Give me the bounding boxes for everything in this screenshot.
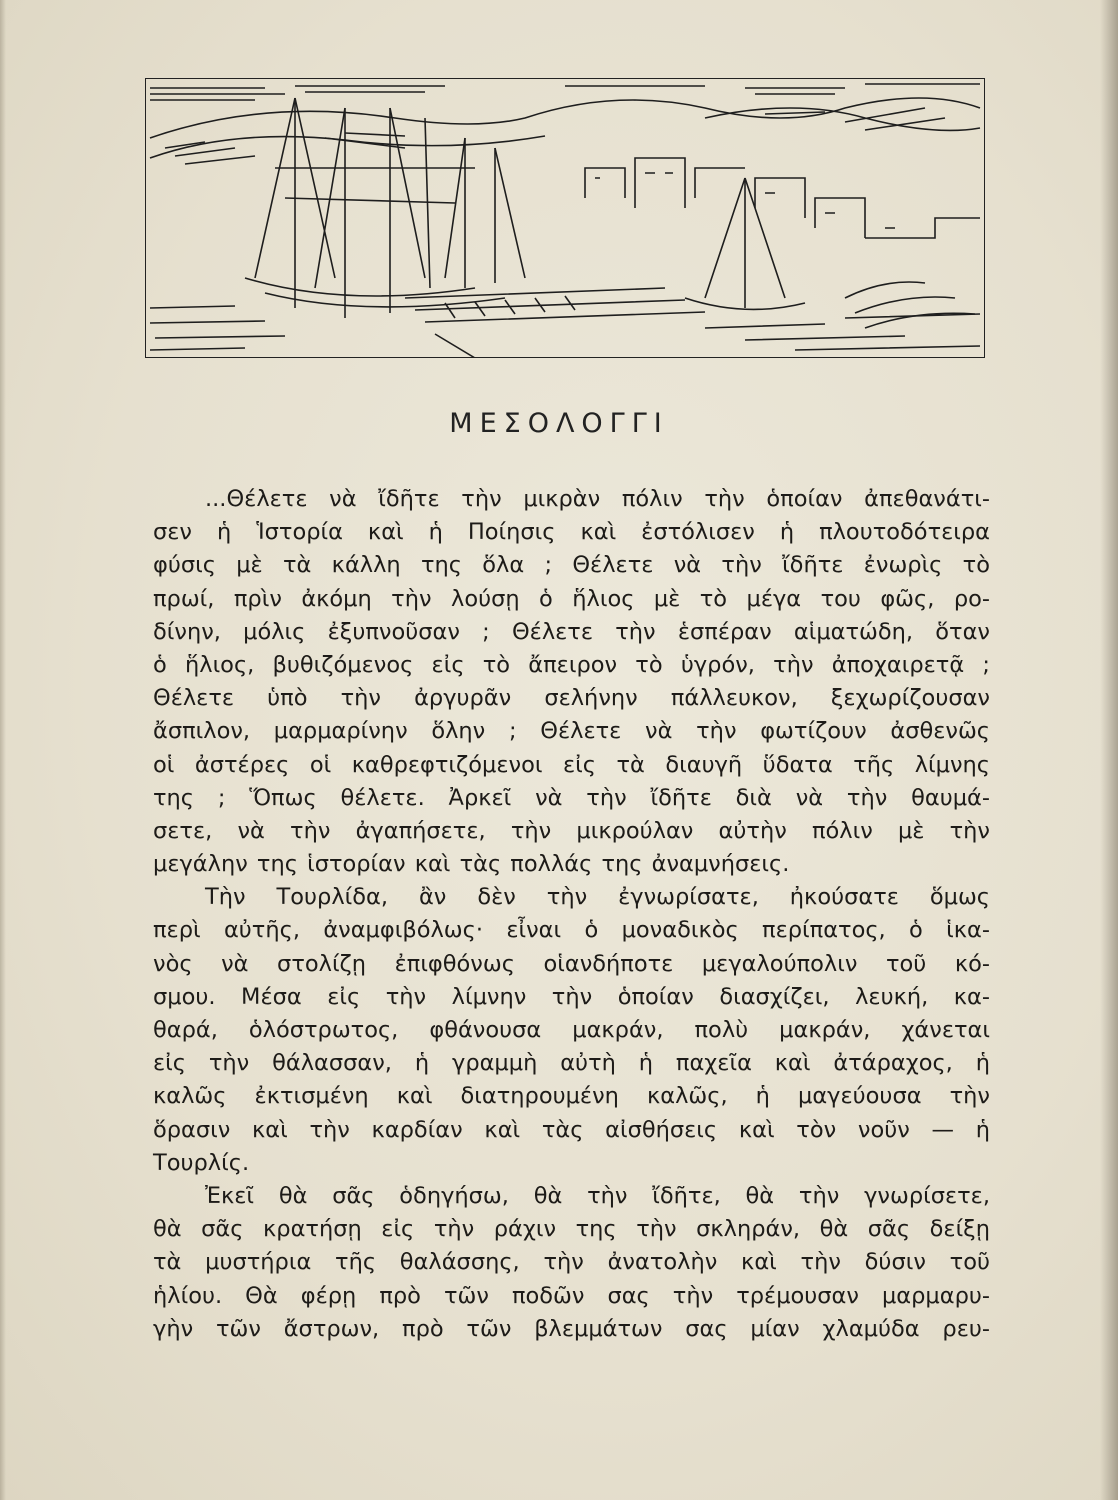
text-line: πρωί, πρὶν ἀκόμη τὴν λούσῃ ὁ ἥλιος μὲ τὸ μέγα του φῶς, ρο-: [153, 585, 990, 612]
text-line: σεν ἡ Ἱστορία καὶ ἡ Ποίησις καὶ ἐστόλισεν ἡ πλουτοδότειρα: [153, 519, 990, 546]
text-line: νὸς νὰ στολίζῃ ἐπιφθόνως οἱανδήποτε μεγαλούπολιν τοῦ κό-: [153, 950, 990, 977]
text-line: ὅρασιν καὶ τὴν καρδίαν καὶ τὰς αἰσθήσεις καὶ τὸν νοῦν — ἡ: [153, 1116, 990, 1143]
text-line: Τὴν Τουρλίδα, ἂν δὲν τὴν ἐγνωρίσατε, ἠκούσατε ὅμως: [205, 884, 990, 911]
text-line: ἄσπιλον, μαρμαρίνην ὅλην ; Θέλετε νὰ τὴν φωτίζουν ἀσθενῶς: [153, 718, 990, 745]
text-line: τὰ μυστήρια τῆς θαλάσσης, τὴν ἀνατολὴν καὶ τὴν δύσιν τοῦ: [153, 1249, 990, 1276]
text-line: γὴν τῶν ἄστρων, πρὸ τῶν βλεμμάτων σας μίαν χλαμύδα ρευ-: [153, 1315, 990, 1342]
text-line: μεγάλην της ἱστορίαν καὶ τὰς πολλάς της ἀναμνήσεις.: [153, 851, 790, 878]
text-line: περὶ αὐτῆς, ἀναμφιβόλως· εἶναι ὁ μοναδικὸς περίπατος, ὁ ἱκα-: [153, 917, 990, 944]
text-line: θαρά, ὁλόστρωτος, φθάνουσα μακράν, πολὺ μακράν, χάνεται: [153, 1017, 990, 1043]
text-line: σετε, νὰ τὴν ἀγαπήσετε, τὴν μικρούλαν αὐτὴν πόλιν μὲ τὴν: [153, 817, 990, 844]
text-line: καλῶς ἐκτισμένη καὶ διατηρουμένη καλῶς, ἡ μαγεύουσα τὴν: [153, 1083, 990, 1110]
text-line: ...Θέλετε νὰ ἴδῆτε τὴν μικρὰν πόλιν τὴν ὁποίαν ἀπεθανάτι-: [205, 486, 990, 512]
text-line: σμου. Μέσα εἰς τὴν λίμνην τὴν ὁποίαν διασχίζει, λευκή, κα-: [153, 983, 990, 1010]
page-title: ΜΕΣΟΛΟΓΓΙ: [449, 408, 669, 439]
page-spine-shadow: [1100, 0, 1118, 1500]
page-left-edge: [0, 0, 6, 1500]
text-line: ὁ ἥλιος, βυθιζόμενος εἰς τὸ ἄπειρον τὸ ὑγρόν, τὴν ἀποχαιρετᾷ ;: [153, 651, 990, 678]
text-line: φύσις μὲ τὰ κάλλη της ὅλα ; Θέλετε νὰ τὴν ἴδῆτε ἐνωρὶς τὸ: [153, 552, 990, 579]
text-line: οἱ ἀστέρες οἱ καθρεφτιζόμενοι εἰς τὰ διαυγῆ ὕδατα τῆς λίμνης: [153, 751, 990, 778]
text-line: της ; Ὅπως θέλετε. Ἀρκεῖ νὰ τὴν ἴδῆτε διὰ νὰ τὴν θαυμά-: [153, 784, 990, 811]
text-line: ἡλίου. Θὰ φέρῃ πρὸ τῶν ποδῶν σας τὴν τρέμουσαν μαρμαρυ-: [153, 1282, 990, 1309]
harbour-illustration-icon: [145, 78, 985, 358]
text-line: Τουρλίς.: [153, 1149, 250, 1176]
text-line: Θέλετε ὑπὸ τὴν ἀργυρᾶν σελήνην πάλλευκον, ξεχωρίζουσαν: [153, 685, 990, 712]
body-text: [153, 483, 990, 1346]
text-line: δίνην, μόλις ἐξυπνοῦσαν ; Θέλετε τὴν ἑσπέραν αἱματώδη, ὅταν: [153, 618, 990, 645]
text-line: Ἐκεῖ θὰ σᾶς ὁδηγήσω, θὰ τὴν ἴδῆτε, θὰ τὴν γνωρίσετε,: [205, 1182, 990, 1209]
text-line: θὰ σᾶς κρατήσῃ εἰς τὴν ράχιν της τὴν σκληράν, θὰ σᾶς δείξῃ: [153, 1216, 990, 1243]
text-line: εἰς τὴν θάλασσαν, ἡ γραμμὴ αὐτὴ ἡ παχεῖα καὶ ἀτάραχος, ἡ: [153, 1050, 990, 1077]
